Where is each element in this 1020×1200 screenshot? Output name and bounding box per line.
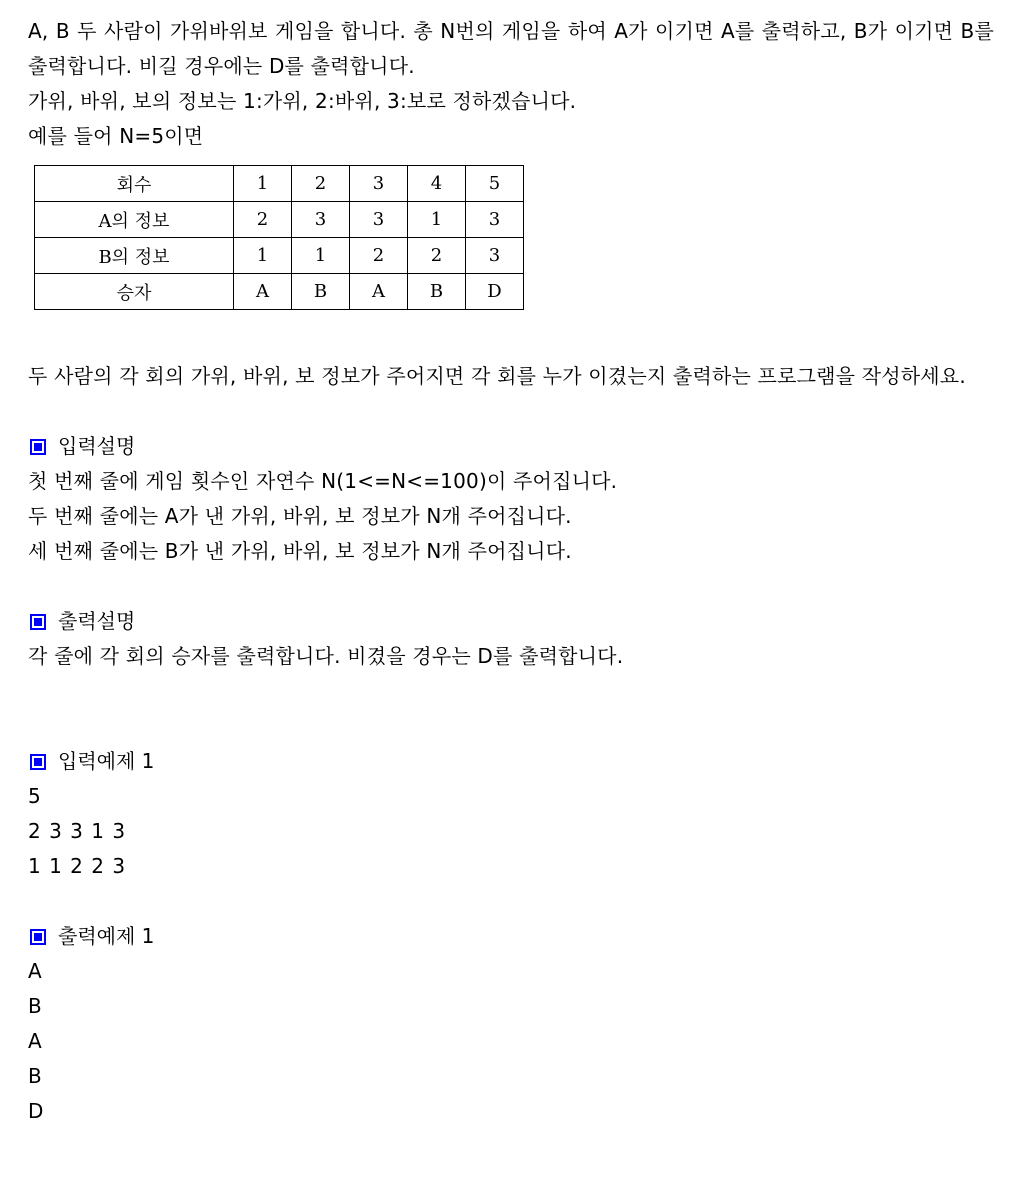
input-desc-line: 두 번째 줄에는 A가 낸 가위, 바위, 보 정보가 N개 주어집니다. [28, 504, 572, 528]
output-example-heading [28, 919, 994, 954]
table-cell: 승자 [35, 274, 234, 310]
output-desc-heading [28, 604, 994, 639]
table-cell: 2 [350, 238, 408, 274]
table-cell: 2 [234, 202, 292, 238]
output-example-line: A [28, 959, 43, 983]
table-cell: 1 [292, 238, 350, 274]
input-example-line: 1 1 2 2 3 [28, 854, 127, 878]
output-example-line: B [28, 994, 43, 1018]
table-cell: 2 [408, 238, 466, 274]
example-table [34, 165, 524, 310]
input-example-line: 5 [28, 784, 42, 808]
table-cell: 1 [234, 238, 292, 274]
input-desc-title: 입력설명 [58, 434, 136, 458]
input-example-line: 2 3 3 1 3 [28, 819, 127, 843]
problem-content [28, 14, 994, 1129]
table-cell: A의 정보 [35, 202, 234, 238]
input-desc-heading [28, 429, 994, 464]
input-desc-line: 첫 번째 줄에 게임 횟수인 자연수 N(1<=N<=100)이 주어집니다. [28, 469, 618, 493]
table-cell: A [234, 274, 292, 310]
table-row [35, 274, 524, 310]
table-cell: 3 [350, 166, 408, 202]
table-cell: 3 [350, 202, 408, 238]
table-row [35, 166, 524, 202]
table-cell: 4 [408, 166, 466, 202]
example-table-wrapper [34, 165, 994, 310]
filled-square-icon [30, 754, 46, 770]
output-desc-title: 출력설명 [58, 609, 136, 633]
input-example-title: 입력예제 1 [58, 749, 155, 773]
table-cell: B의 정보 [35, 238, 234, 274]
table-cell: A [350, 274, 408, 310]
output-example-line: B [28, 1064, 43, 1088]
intro-example-lead: 예를 들어 N=5이면 [28, 124, 204, 148]
table-cell: 2 [292, 166, 350, 202]
output-example-line: D [28, 1099, 45, 1123]
table-cell: 3 [466, 202, 524, 238]
table-row [35, 238, 524, 274]
filled-square-icon [30, 439, 46, 455]
table-cell: 회수 [35, 166, 234, 202]
intro-paragraph: A, B 두 사람이 가위바위보 게임을 합니다. 총 N번의 게임을 하여 A가 이기면 A를 출력하고, B가 이기면 B를 출력합니다. 비길 경우에는 D를 출력합니다. [28, 19, 994, 78]
output-desc-line: 각 줄에 각 회의 승자를 출력합니다. 비겼을 경우는 D를 출력합니다. [28, 644, 624, 668]
task-description: 두 사람의 각 회의 가위, 바위, 보 정보가 주어지면 각 회를 누가 이겼는지 출력하는 프로그램을 작성하세요. [28, 364, 966, 388]
output-example-line: A [28, 1029, 43, 1053]
table-cell: B [292, 274, 350, 310]
table-cell: 5 [466, 166, 524, 202]
table-cell: 3 [466, 238, 524, 274]
table-cell: 1 [234, 166, 292, 202]
intro-rps-mapping: 가위, 바위, 보의 정보는 1:가위, 2:바위, 3:보로 정하겠습니다. [28, 89, 577, 113]
table-cell: B [408, 274, 466, 310]
filled-square-icon [30, 614, 46, 630]
table-cell: 1 [408, 202, 466, 238]
table-row [35, 202, 524, 238]
input-example-heading [28, 744, 994, 779]
input-desc-line: 세 번째 줄에는 B가 낸 가위, 바위, 보 정보가 N개 주어집니다. [28, 539, 572, 563]
output-example-title: 출력예제 1 [58, 924, 155, 948]
table-cell: D [466, 274, 524, 310]
table-cell: 3 [292, 202, 350, 238]
filled-square-icon [30, 929, 46, 945]
